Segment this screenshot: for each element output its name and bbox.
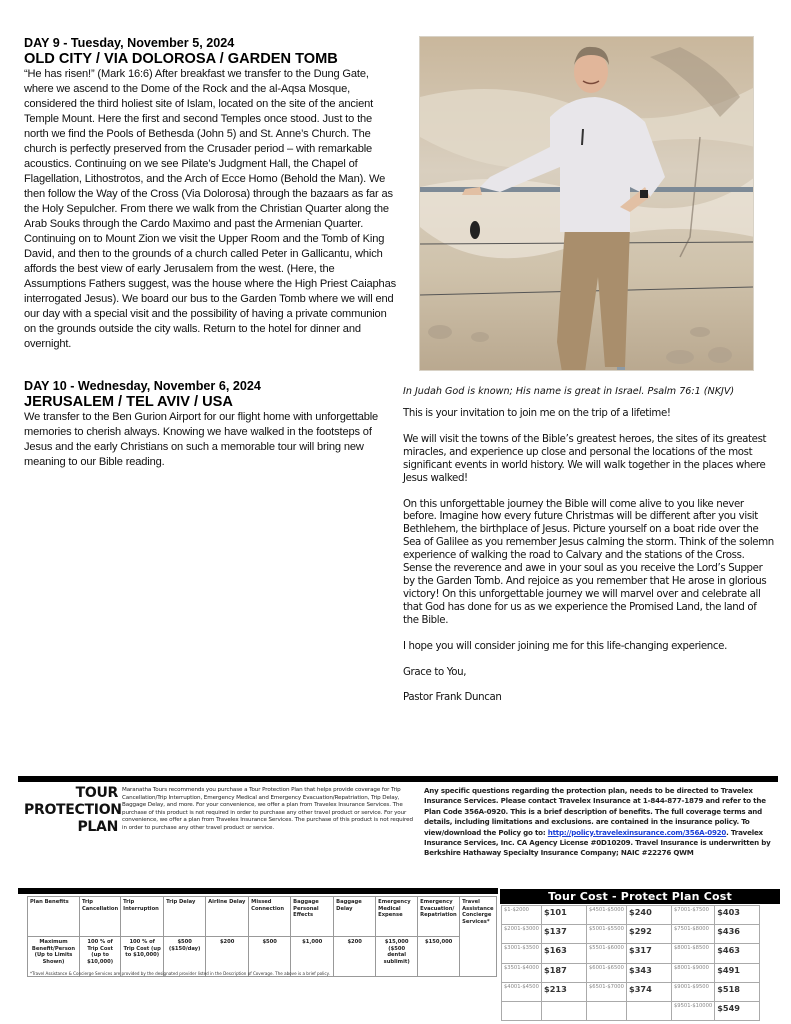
benefits-header-cell: Emergency Medical Expense — [376, 897, 418, 937]
tour-cost-range: $7001-$7500 — [672, 906, 715, 925]
plan-cost: $213 — [542, 982, 587, 1001]
benefits-value-cell: Maximum Benefit/Person (Up to Limits Shown) — [28, 937, 80, 977]
plan-cost: $317 — [627, 944, 672, 963]
letter-signature: Pastor Frank Duncan — [403, 692, 502, 704]
tour-cost-range: $9501-$10000 — [672, 1001, 715, 1020]
tour-cost-range: $6001-$6500 — [587, 963, 627, 982]
benefits-value-cell: $200 — [334, 937, 376, 977]
benefits-header-cell: Missed Connection — [249, 897, 291, 937]
benefits-divider — [18, 888, 498, 894]
tour-cost-range — [587, 1001, 627, 1020]
cost-table-row — [502, 982, 760, 1001]
day9-section — [24, 36, 396, 352]
protection-plan-contact — [424, 786, 779, 859]
policy-link[interactable]: http://policy.travelexinsurance.com/356A-0920 — [547, 827, 727, 837]
benefits-header-cell: Plan Benefits — [28, 897, 80, 937]
benefits-value-cell: 100 % of Trip Cost (up to $10,000) — [121, 937, 164, 977]
plan-cost: $240 — [627, 906, 672, 925]
cost-table-title: Tour Cost - Protect Plan Cost — [500, 889, 780, 904]
benefits-header-cell: Trip Cancellation — [80, 897, 121, 937]
plan-cost: $343 — [627, 963, 672, 982]
tour-cost-range: $3001-$3500 — [502, 944, 542, 963]
benefits-value-cell: $1,000 — [291, 937, 334, 977]
day9-route: OLD CITY / VIA DOLOROSA / GARDEN TOMB — [24, 51, 338, 67]
title-line-2: PROTECTION — [24, 802, 122, 818]
scripture-verse: In Judah God is known; His name is great in Israel. Psalm 76:1 (NKJV) — [403, 386, 735, 397]
benefits-value-cell: $150,000 — [418, 937, 460, 977]
benefits-header-cell: Airline Delay — [206, 897, 249, 937]
day10-section — [24, 379, 396, 470]
plan-cost: $491 — [715, 963, 760, 982]
plan-cost: $463 — [715, 944, 760, 963]
benefits-header-cell: Travel Assistance Concierge Services* — [460, 897, 496, 977]
benefits-footnote: *Travel Assistance & Concierge Services are provided by the designated provider listed in the Description of Coverage. The above is a brief policy. — [30, 971, 330, 976]
plan-cost — [542, 1001, 587, 1020]
tour-cost-range: $7501-$8000 — [672, 925, 715, 944]
tour-cost-range: $8001-$8500 — [672, 944, 715, 963]
protection-plan-description: Maranatha Tours recommends you purchase a Tour Protection Plan that helps provide coverage for Trip Cancellation/Trip Interruption, Emergency Medical and Emergency Evacuation/Repatriation, Trip Delay, Baggage Delay, and more. For your convenience, we offer a plan from Travelex Insurance Services. The purchase of this product is not required in order to purchase any other travel product or service. For your convenience, we offer a plan from Travelex Insurance Services. The purchase of this product is not required in order to purchase any other travel product or service. — [122, 787, 413, 831]
cost-table-row — [502, 906, 760, 925]
tour-cost-range: $3501-$4000 — [502, 963, 542, 982]
letter-salutation: Grace to You, — [403, 666, 467, 678]
benefits-header-cell: Emergency Evacuation/ Repatriation — [418, 897, 460, 937]
cost-table-row — [502, 925, 760, 944]
plan-cost — [627, 1001, 672, 1020]
cost-table-row — [502, 944, 760, 963]
tour-cost-range: $4501-$5000 — [587, 906, 627, 925]
day10-route: JERUSALEM / TEL AVIV / USA — [24, 394, 233, 410]
benefits-value-cell: $500 — [249, 937, 291, 977]
day10-heading: DAY 10 - Wednesday, November 6, 2024 — [24, 379, 261, 393]
contact-text: Any specific questions regarding the protection plan, needs to be directed to Travelex Insurance Services. Please contact Travelex Insurance at 1-844-877-1879 and refer to the Plan Code 356A-0920. This is a brief description of benefits. The full coverage terms and details, including limitations and exclusions. are contained in the insurance policy. To view/download the Policy go to: — [424, 786, 766, 837]
title-line-1: TOUR — [75, 785, 118, 801]
letter-paragraph-1: We will visit the towns of the Bible’s greatest heroes, the sites of its greatest miracles, and experience up close and personal the locations of the most significant events in world history. We will walk together in the places where Jesus walked! — [403, 433, 767, 484]
tour-cost-range: $6501-$7000 — [587, 982, 627, 1001]
plan-cost: $292 — [627, 925, 672, 944]
cost-table — [501, 905, 760, 1021]
day9-body: “He has risen!” (Mark 16:6) After breakfast we transfer to the Dung Gate, where we ascend to the Dome of the Rock and the al-Aqsa Mosque, considered the third holiest site of Islam, located on the site of the ancient Temple Mount. Here the first and second Temples once stood. Just to the north we find the Pools of Bethesda (John 5) and St. Anne’s Church. The church is perfectly preserved from the Crusader period – with remarkable acoustics. Continuing on we see Pilate’s Judgment Hall, the Chapel of Flagellation, Lithostrotos, and the Arch of Ecce Homo (Behold the Man). We then follow the Way of the Cross (Via Dolorosa) through the bazaars as far as the Holy Sepulcher. From there we walk from the Christian Quarter along the Arab Souks through the Cardo Maximo and past the Armenian Quarter. Continuing on to Mount Zion we visit the Upper Room and the Tomb of King David, and then to the grounds of a church called Peter in Gallicantu, which affords the best view of early Jerusalem from the west. (Here, the Assumptions Fathers suggest, was the house where the High Priest Caiaphas interrogated Jesus). We board our bus to the Garden Tomb where we will end our day with a special visit and the possibility of having a private communion on the grounds outside the city walls. Return to the hotel for dinner and overnight. — [24, 68, 396, 350]
benefits-value-cell: $200 — [206, 937, 249, 977]
benefits-header-cell: Trip Delay — [164, 897, 206, 937]
plan-cost: $403 — [715, 906, 760, 925]
tour-cost-range: $5001-$5500 — [587, 925, 627, 944]
section-divider — [18, 776, 778, 782]
plan-cost: $163 — [542, 944, 587, 963]
benefits-value-cell: 100 % of Trip Cost (up to $10,000) — [80, 937, 121, 977]
pastor-letter — [403, 385, 775, 705]
day9-heading: DAY 9 - Tuesday, November 5, 2024 — [24, 36, 235, 50]
plan-cost: $374 — [627, 982, 672, 1001]
benefits-header-cell: Baggage Personal Effects — [291, 897, 334, 937]
protection-plan-title — [24, 785, 122, 836]
title-line-3: PLAN — [77, 819, 118, 835]
benefits-header-cell: Trip Interruption — [121, 897, 164, 937]
plan-cost: $549 — [715, 1001, 760, 1020]
tour-cost-range: $9001-$9500 — [672, 982, 715, 1001]
contact-tail: . Travelex Insurance Services, Inc. CA Agency License #0D10209. Travel Insurance is underwritten by Berkshire Hathaway Specialty Insurance Company; NAIC #22276 QWM — [424, 827, 771, 858]
day10-body: We transfer to the Ben Gurion Airport for our flight home with unforgettable memories to cherish always. Knowing we have walked in the footsteps of Jesus and the early Christians on such a memorable tour will bring new meaning to our Bible reading. — [24, 411, 379, 468]
tour-cost-range: $8001-$9000 — [672, 963, 715, 982]
benefits-value-cell: $500 ($150/day) — [164, 937, 206, 977]
letter-closing: I hope you will consider joining me for this life-changing experience. — [403, 640, 727, 652]
plan-cost: $518 — [715, 982, 760, 1001]
tour-cost-range: $2001-$3000 — [502, 925, 542, 944]
letter-paragraph-2: On this unforgettable journey the Bible will come alive to you like never before. Imagine how every future Christmas will be different after you visit Bethlehem, the birthplace of Jesus. Picture yourself on a boat ride over the Sea of Galilee as you remember Jesus calming the storm. Think of the solemn experience of walking the road to Calvary and the stations of the Cross. Sense the reverence and awe in your soul as you receive the Lord’s Supper by the Garden Tomb. And rejoice as you remember that He arose in glorious victory! On this unforgettable journey we will marvel over and celebrate all that God has done for us as we experience the Promised Land, the land of the Bible. — [403, 498, 774, 626]
photo-illustration — [420, 37, 754, 371]
tour-cost-range: $4001-$4500 — [502, 982, 542, 1001]
benefits-table — [27, 896, 497, 977]
cost-table-row — [502, 1001, 760, 1020]
benefits-value-cell: $15,000 ($500 dental sublimit) — [376, 937, 418, 977]
pastor-photo — [419, 36, 754, 371]
invitation-line: This is your invitation to join me on the trip of a lifetime! — [403, 408, 671, 419]
plan-cost: $187 — [542, 963, 587, 982]
tour-cost-range: $5501-$6000 — [587, 944, 627, 963]
plan-cost: $436 — [715, 925, 760, 944]
plan-cost: $101 — [542, 906, 587, 925]
benefits-header-cell: Baggage Delay — [334, 897, 376, 937]
cost-table-row — [502, 963, 760, 982]
tour-cost-range: $1-$2000 — [502, 906, 542, 925]
benefits-header-row — [28, 897, 497, 937]
tour-cost-range — [502, 1001, 542, 1020]
plan-cost: $137 — [542, 925, 587, 944]
